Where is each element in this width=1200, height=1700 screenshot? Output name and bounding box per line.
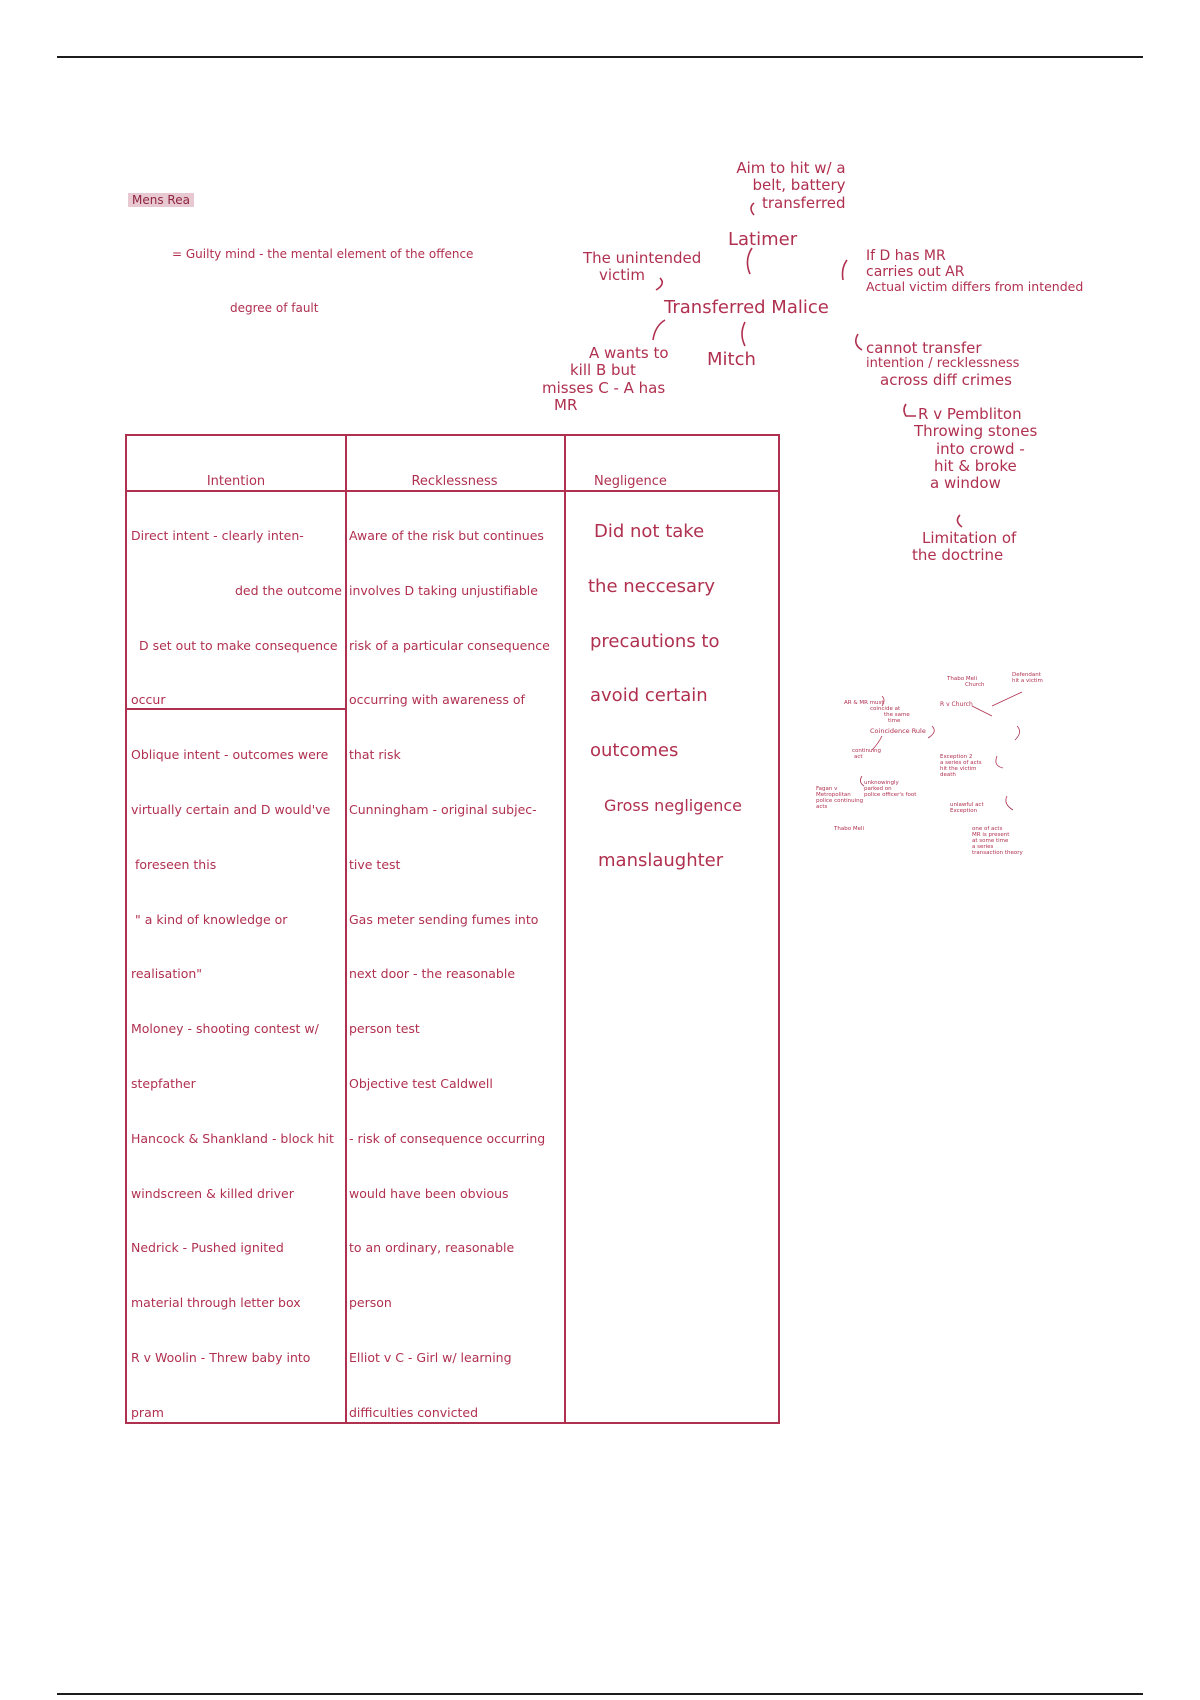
- table-line: that risk: [349, 747, 401, 763]
- right-note: If D has MR carries out AR Actual victim differs from intended: [866, 248, 1084, 295]
- table-line: Nedrick - Pushed ignited: [131, 1240, 284, 1256]
- negligence-column: [564, 436, 778, 1422]
- header-intention: Intention: [206, 474, 266, 489]
- table-line: next door - the reasonable: [349, 966, 516, 982]
- table-line: precautions to: [590, 631, 720, 652]
- table-line: pram: [131, 1404, 164, 1420]
- table-line: Moloney - shooting contest w/: [131, 1021, 319, 1037]
- header-recklessness: Recklessness: [411, 474, 498, 489]
- table-line: manslaughter: [598, 850, 724, 871]
- table-line: virtually certain and D would've: [131, 801, 331, 817]
- cannot-transfer-note: cannot transfer intention / recklessness across diff crimes: [866, 339, 1020, 390]
- latimer-note: Aim to hit w/ a belt, battery transferred: [736, 159, 846, 212]
- table-line: stepfather: [131, 1075, 196, 1091]
- table-line: Gross negligence: [604, 795, 742, 815]
- table-line: occurring with awareness of: [349, 692, 525, 708]
- unintended-victim: The unintended victim: [583, 249, 702, 285]
- definition-text: = Guilty mind - the mental element of the offence: [172, 247, 474, 261]
- table-line: avoid certain: [590, 686, 708, 707]
- table-line: risk of a particular consequence: [349, 637, 550, 653]
- table-line: occur: [131, 692, 166, 708]
- table-line: material through letter box: [131, 1295, 301, 1311]
- recklessness-column: [345, 436, 566, 1422]
- table-line: Direct intent - clearly inten-: [131, 528, 304, 543]
- page-heading: Mens Rea: [128, 190, 194, 208]
- table-line: " a kind of knowledge or: [135, 911, 288, 927]
- intention-column: [127, 436, 347, 1422]
- negligence-notes: [568, 522, 776, 906]
- table-line: the neccesary: [588, 576, 716, 597]
- bottom-rule: [57, 1693, 1143, 1695]
- table-line: windscreen & killed driver: [131, 1185, 294, 1201]
- coincidence-mindmap: AR & MR must coincide at the same time Coincidence Rule continuing act Fagan v Metropolitan police continuing acts unknowingly parked on police officer's foot Thabo Meli Thabo Meli Church Defendant hit a victim R v Church Exception 2 a series of acts hit the victim death unlawful act Exception one of acts MR is present at some time a series transaction theory: [822, 676, 1092, 916]
- limitation-note: Limitation of the doctrine: [912, 529, 1017, 565]
- table-line: involves D taking unjustifiable: [349, 582, 538, 598]
- mens-rea-table: [125, 434, 780, 1424]
- table-line: Cunningham - original subjec-: [349, 801, 537, 817]
- pembliton-note: R v Pembliton Throwing stones into crowd - hit & broke a window: [914, 405, 1038, 492]
- transfer-example: A wants to kill B but misses C - A has MR: [542, 344, 669, 414]
- table-line: Elliot v C - Girl w/ learning: [349, 1349, 512, 1365]
- table-line: Gas meter sending fumes into: [349, 911, 539, 927]
- transferred-malice-centre: Transferred Malice: [664, 297, 829, 318]
- table-line: D set out to make consequence: [139, 637, 338, 653]
- table-line: outcomes: [590, 741, 679, 762]
- table-line: would have been obvious: [349, 1185, 509, 1201]
- table-line: Hancock & Shankland - block hit: [131, 1130, 334, 1146]
- table-line: Did not take: [594, 522, 705, 542]
- table-line: foreseen this: [135, 856, 217, 872]
- recklessness-notes: [349, 526, 562, 1458]
- table-line: difficulties convicted: [349, 1404, 479, 1420]
- intention-notes: [131, 526, 343, 1458]
- header-negligence: Negligence: [594, 474, 667, 489]
- table-line: ded the outcome: [235, 582, 342, 598]
- table-line: tive test: [349, 856, 401, 872]
- latimer-label: Latimer: [728, 229, 798, 250]
- table-line: realisation": [131, 966, 203, 982]
- table-line: person: [349, 1295, 392, 1311]
- table-line: Aware of the risk but continues: [349, 528, 544, 543]
- table-line: to an ordinary, reasonable: [349, 1240, 515, 1256]
- mitch-label: Mitch: [707, 349, 756, 370]
- table-line: Objective test Caldwell: [349, 1075, 493, 1091]
- table-line: - risk of consequence occurring: [349, 1130, 546, 1146]
- table-line: person test: [349, 1021, 420, 1037]
- table-line: Oblique intent - outcomes were: [131, 747, 329, 763]
- degree-of-fault-text: degree of fault: [230, 301, 319, 315]
- table-line: R v Woolin - Threw baby into: [131, 1349, 311, 1365]
